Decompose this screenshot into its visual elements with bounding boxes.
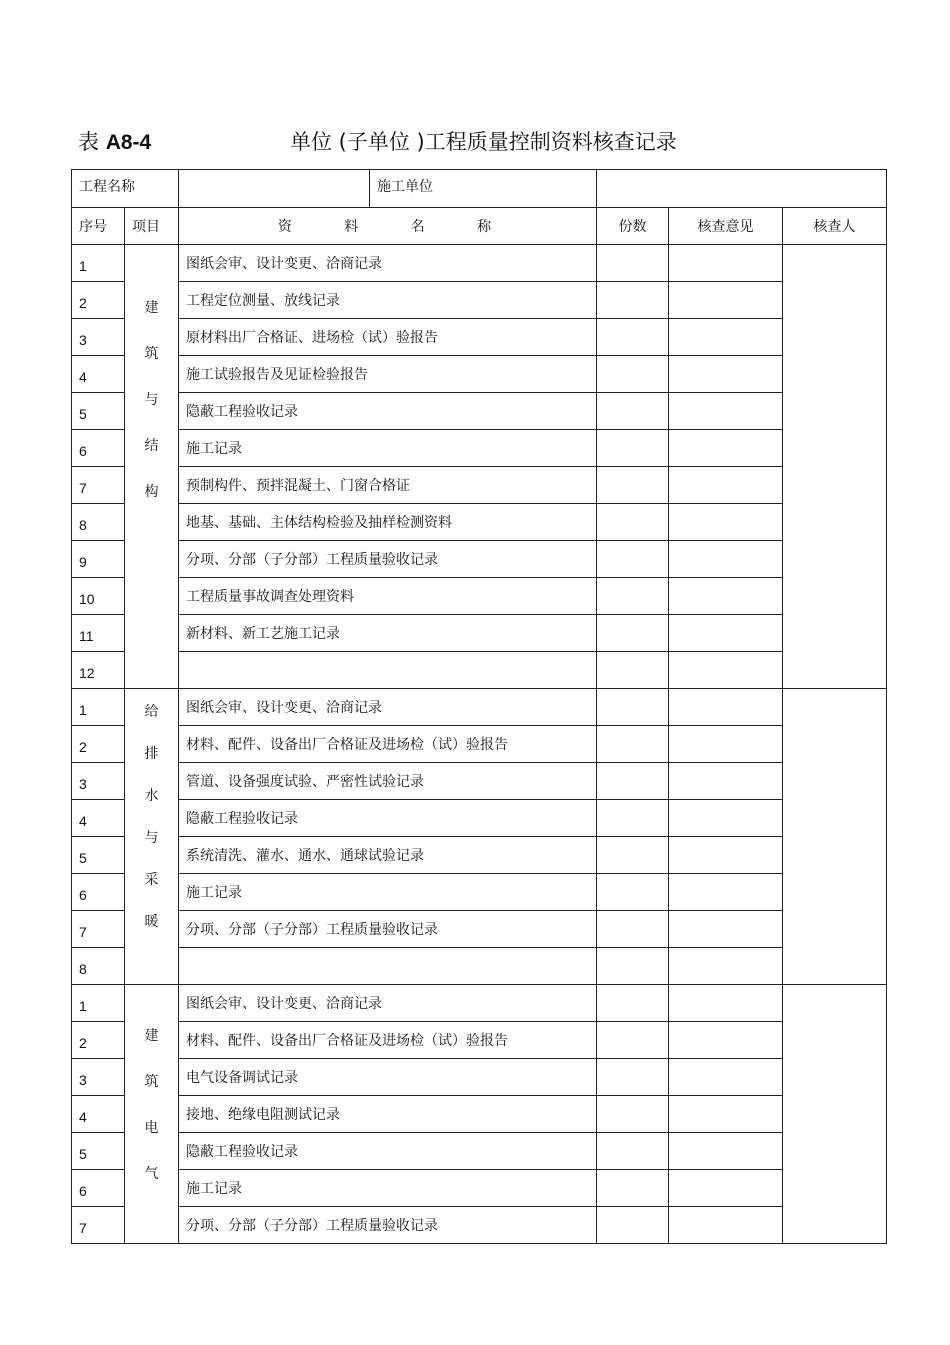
header-item: 项目 (125, 208, 179, 245)
header-row (72, 208, 887, 245)
table-code-prefix: 表 (78, 130, 99, 154)
table-row (72, 948, 887, 985)
row-number: 2 (72, 282, 125, 319)
copies-cell[interactable] (597, 726, 669, 763)
row-number: 12 (72, 652, 125, 689)
table-row (72, 245, 887, 282)
table-row (72, 911, 887, 948)
copies-cell[interactable] (597, 578, 669, 615)
project-name-label: 工程名称 (72, 170, 179, 208)
row-number: 2 (72, 1022, 125, 1059)
opinion-cell[interactable] (669, 282, 783, 319)
project-name-field[interactable] (179, 170, 370, 208)
section-name-char: 与 (144, 830, 159, 846)
row-number: 2 (72, 726, 125, 763)
row-number: 11 (72, 615, 125, 652)
row-number: 6 (72, 874, 125, 911)
table-row (72, 1096, 887, 1133)
row-number: 7 (72, 1207, 125, 1244)
opinion-cell[interactable] (669, 763, 783, 800)
table-row (72, 393, 887, 430)
opinion-cell[interactable] (669, 245, 783, 282)
opinion-cell[interactable] (669, 1207, 783, 1244)
section-name-char: 暖 (144, 914, 159, 930)
checker-cell[interactable] (783, 245, 887, 689)
header-copies: 份数 (597, 208, 669, 245)
row-number: 4 (72, 800, 125, 837)
document-name: 系统清洗、灌水、通水、通球试验记录 (179, 837, 597, 874)
document-name: 图纸会审、设计变更、洽商记录 (179, 245, 597, 282)
document-name (179, 652, 597, 689)
table-row (72, 541, 887, 578)
copies-cell[interactable] (597, 1022, 669, 1059)
row-number: 4 (72, 356, 125, 393)
header-seq: 序号 (72, 208, 125, 245)
opinion-cell[interactable] (669, 356, 783, 393)
document-name: 图纸会审、设计变更、洽商记录 (179, 985, 597, 1022)
copies-cell[interactable] (597, 282, 669, 319)
document-name: 分项、分部（子分部）工程质量验收记录 (179, 541, 597, 578)
document-name: 预制构件、预拌混凝土、门窗合格证 (179, 467, 597, 504)
document-name: 材料、配件、设备出厂合格证及进场检（试）验报告 (179, 1022, 597, 1059)
copies-cell[interactable] (597, 985, 669, 1022)
document-name: 施工试验报告及见证检验报告 (179, 356, 597, 393)
copies-cell[interactable] (597, 874, 669, 911)
section-name-text (125, 985, 178, 1183)
opinion-cell[interactable] (669, 467, 783, 504)
section-name-char: 筑 (144, 1074, 159, 1090)
row-number: 6 (72, 1170, 125, 1207)
table-code (78, 126, 151, 156)
row-number: 4 (72, 1096, 125, 1133)
document-name: 施工记录 (179, 874, 597, 911)
opinion-cell[interactable] (669, 948, 783, 985)
info-row (72, 170, 887, 208)
document-name: 管道、设备强度试验、严密性试验记录 (179, 763, 597, 800)
copies-cell[interactable] (597, 393, 669, 430)
copies-cell[interactable] (597, 1059, 669, 1096)
section-name (125, 245, 179, 689)
section-name-char: 筑 (144, 346, 159, 362)
copies-cell[interactable] (597, 430, 669, 467)
opinion-cell[interactable] (669, 430, 783, 467)
row-number: 3 (72, 763, 125, 800)
row-number: 7 (72, 911, 125, 948)
opinion-cell[interactable] (669, 541, 783, 578)
row-number: 3 (72, 319, 125, 356)
quality-control-table (71, 169, 887, 1244)
table-row (72, 1022, 887, 1059)
row-number: 3 (72, 1059, 125, 1096)
copies-cell[interactable] (597, 541, 669, 578)
table-code-number: A8-4 (105, 131, 152, 154)
opinion-cell[interactable] (669, 874, 783, 911)
copies-cell[interactable] (597, 911, 669, 948)
row-number: 1 (72, 689, 125, 726)
opinion-cell[interactable] (669, 1096, 783, 1133)
document-name: 工程定位测量、放线记录 (179, 282, 597, 319)
document-name: 材料、配件、设备出厂合格证及进场检（试）验报告 (179, 726, 597, 763)
row-number: 8 (72, 948, 125, 985)
row-number: 10 (72, 578, 125, 615)
document-name: 地基、基础、主体结构检验及抽样检测资料 (179, 504, 597, 541)
copies-cell[interactable] (597, 245, 669, 282)
opinion-cell[interactable] (669, 1133, 783, 1170)
opinion-cell[interactable] (669, 504, 783, 541)
table-row (72, 689, 887, 726)
table-row (72, 578, 887, 615)
header-checker: 核查人 (783, 208, 887, 245)
header-doc-name (179, 208, 597, 245)
contractor-label: 施工单位 (370, 170, 597, 208)
table-row (72, 726, 887, 763)
row-number: 5 (72, 837, 125, 874)
document-name: 施工记录 (179, 430, 597, 467)
copies-cell[interactable] (597, 689, 669, 726)
document-name: 接地、绝缘电阻测试记录 (179, 1096, 597, 1133)
document-name: 隐蔽工程验收记录 (179, 393, 597, 430)
section-name (125, 985, 179, 1244)
section-name-char: 排 (144, 746, 159, 762)
copies-cell[interactable] (597, 837, 669, 874)
table-row (72, 1133, 887, 1170)
copies-cell[interactable] (597, 1170, 669, 1207)
section-name-char: 结 (144, 438, 159, 454)
contractor-field[interactable] (597, 170, 887, 208)
document-name: 分项、分部（子分部）工程质量验收记录 (179, 1207, 597, 1244)
table-row (72, 282, 887, 319)
copies-cell[interactable] (597, 504, 669, 541)
copies-cell[interactable] (597, 1133, 669, 1170)
row-number: 7 (72, 467, 125, 504)
copies-cell[interactable] (597, 1096, 669, 1133)
opinion-cell[interactable] (669, 911, 783, 948)
page-title: 单位 (子单位 )工程质量控制资料核查记录 (290, 130, 677, 154)
table-row (72, 1207, 887, 1244)
row-number: 1 (72, 245, 125, 282)
table-row (72, 356, 887, 393)
row-number: 9 (72, 541, 125, 578)
header-opinion: 核查意见 (669, 208, 783, 245)
row-number: 8 (72, 504, 125, 541)
opinion-cell[interactable] (669, 393, 783, 430)
document-name: 分项、分部（子分部）工程质量验收记录 (179, 911, 597, 948)
opinion-cell[interactable] (669, 689, 783, 726)
header-doc-name-text: 资 料 名 称 (277, 219, 516, 235)
opinion-cell[interactable] (669, 1059, 783, 1096)
copies-cell[interactable] (597, 319, 669, 356)
table-row (72, 467, 887, 504)
section-name-char: 建 (144, 1028, 159, 1044)
document-name: 图纸会审、设计变更、洽商记录 (179, 689, 597, 726)
document-name (179, 948, 597, 985)
table-row (72, 504, 887, 541)
copies-cell[interactable] (597, 763, 669, 800)
table-row (72, 652, 887, 689)
document-name: 隐蔽工程验收记录 (179, 1133, 597, 1170)
row-number: 6 (72, 430, 125, 467)
checker-cell[interactable] (783, 985, 887, 1244)
section-name-char: 采 (144, 872, 159, 888)
table-row (72, 763, 887, 800)
section-name-char: 气 (144, 1166, 159, 1182)
opinion-cell[interactable] (669, 615, 783, 652)
copies-cell[interactable] (597, 467, 669, 504)
opinion-cell[interactable] (669, 1170, 783, 1207)
table-row (72, 800, 887, 837)
table-row (72, 1170, 887, 1207)
row-number: 5 (72, 393, 125, 430)
document-name: 隐蔽工程验收记录 (179, 800, 597, 837)
checker-cell[interactable] (783, 689, 887, 985)
opinion-cell[interactable] (669, 578, 783, 615)
section-name-char: 与 (144, 392, 159, 408)
opinion-cell[interactable] (669, 319, 783, 356)
copies-cell[interactable] (597, 615, 669, 652)
section-name-char: 电 (144, 1120, 159, 1136)
table-row (72, 874, 887, 911)
section-name (125, 689, 179, 985)
section-name-char: 构 (144, 484, 159, 500)
table-row (72, 319, 887, 356)
table-row (72, 1059, 887, 1096)
table-row (72, 837, 887, 874)
opinion-cell[interactable] (669, 985, 783, 1022)
section-name-text (125, 689, 178, 931)
opinion-cell[interactable] (669, 726, 783, 763)
table-row (72, 430, 887, 467)
opinion-cell[interactable] (669, 652, 783, 689)
document-name: 原材料出厂合格证、进场检（试）验报告 (179, 319, 597, 356)
section-name-char: 建 (144, 300, 159, 316)
document-title (78, 126, 878, 156)
copies-cell[interactable] (597, 1207, 669, 1244)
copies-cell[interactable] (597, 652, 669, 689)
opinion-cell[interactable] (669, 837, 783, 874)
document-name: 电气设备调试记录 (179, 1059, 597, 1096)
copies-cell[interactable] (597, 800, 669, 837)
opinion-cell[interactable] (669, 800, 783, 837)
table-row (72, 985, 887, 1022)
section-name-text (125, 245, 178, 501)
opinion-cell[interactable] (669, 1022, 783, 1059)
table-row (72, 615, 887, 652)
copies-cell[interactable] (597, 948, 669, 985)
row-number: 5 (72, 1133, 125, 1170)
document-name: 新材料、新工艺施工记录 (179, 615, 597, 652)
copies-cell[interactable] (597, 356, 669, 393)
document-name: 工程质量事故调查处理资料 (179, 578, 597, 615)
section-name-char: 水 (144, 788, 159, 804)
section-name-char: 给 (144, 704, 159, 720)
row-number: 1 (72, 985, 125, 1022)
document-name: 施工记录 (179, 1170, 597, 1207)
